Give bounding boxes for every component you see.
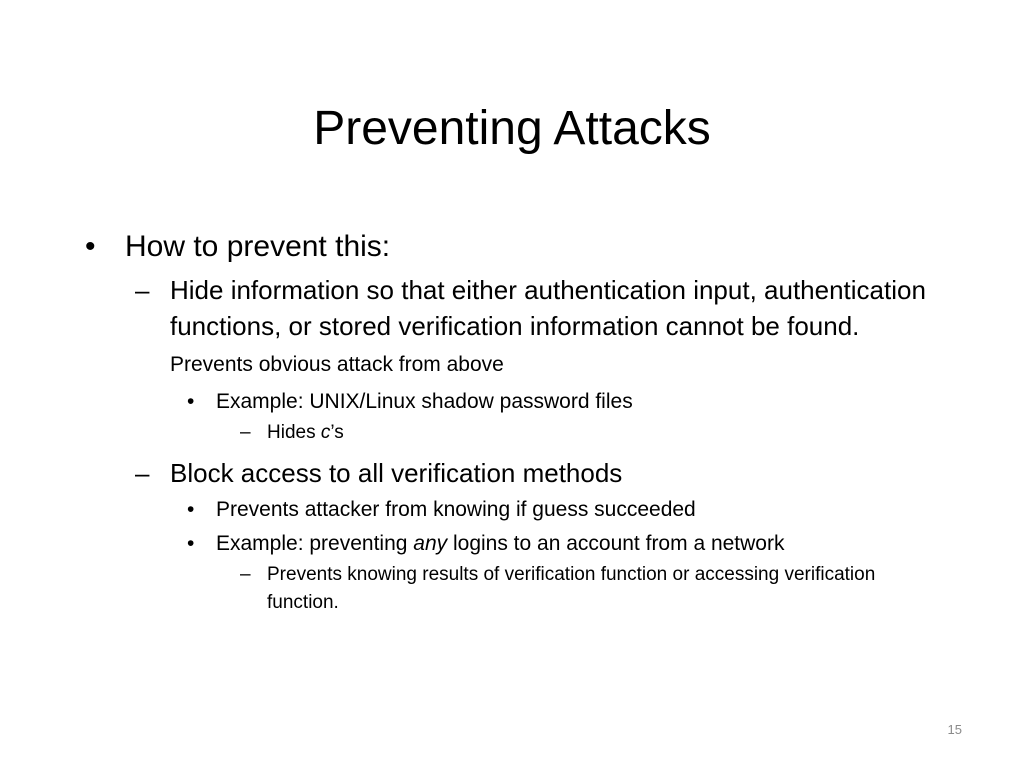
bullet-level4 xyxy=(85,419,945,447)
bullet-marker: • xyxy=(85,230,96,263)
bullet-text: Example: preventing xyxy=(216,532,414,555)
bullet-level1 xyxy=(85,226,945,268)
bullet-marker: • xyxy=(187,390,195,413)
bullet-level3 xyxy=(85,495,945,525)
bullet-marker: • xyxy=(187,532,195,555)
bullet-level4 xyxy=(85,561,945,617)
slide-body xyxy=(85,226,945,617)
bullet-level3 xyxy=(85,529,945,559)
bullet-text: Block access to all verification methods xyxy=(170,458,623,488)
bullet-text: Hides xyxy=(267,422,321,443)
page-number: 15 xyxy=(947,722,962,737)
dash-marker: – xyxy=(240,422,251,443)
bullet-level2 xyxy=(85,455,945,491)
bullet-text: Prevents knowing results of verification function or accessing verification function. xyxy=(267,564,876,613)
bullet-text: Hide information so that either authentication input, authentication functions, or stored verification information cannot be found. xyxy=(170,275,926,341)
bullet-text: logins to an account from a network xyxy=(447,532,785,555)
bullet-text-italic: c xyxy=(320,422,331,443)
bullet-level3 xyxy=(85,387,945,417)
bullet-text: Prevents attacker from knowing if guess succeeded xyxy=(216,498,696,521)
bullet-text-small: Prevents obvious attack from above xyxy=(170,353,504,376)
bullet-text: Example: UNIX/Linux shadow password files xyxy=(216,390,633,413)
dash-marker: – xyxy=(135,458,150,488)
bullet-level2 xyxy=(85,272,945,383)
dash-marker: – xyxy=(240,564,251,585)
slide-title: Preventing Attacks xyxy=(313,102,711,155)
bullet-marker: • xyxy=(187,498,195,521)
bullet-text-italic: any xyxy=(413,532,448,555)
dash-marker: – xyxy=(135,275,150,305)
bullet-text: How to prevent this: xyxy=(125,230,391,263)
bullet-text: ’s xyxy=(330,422,344,443)
